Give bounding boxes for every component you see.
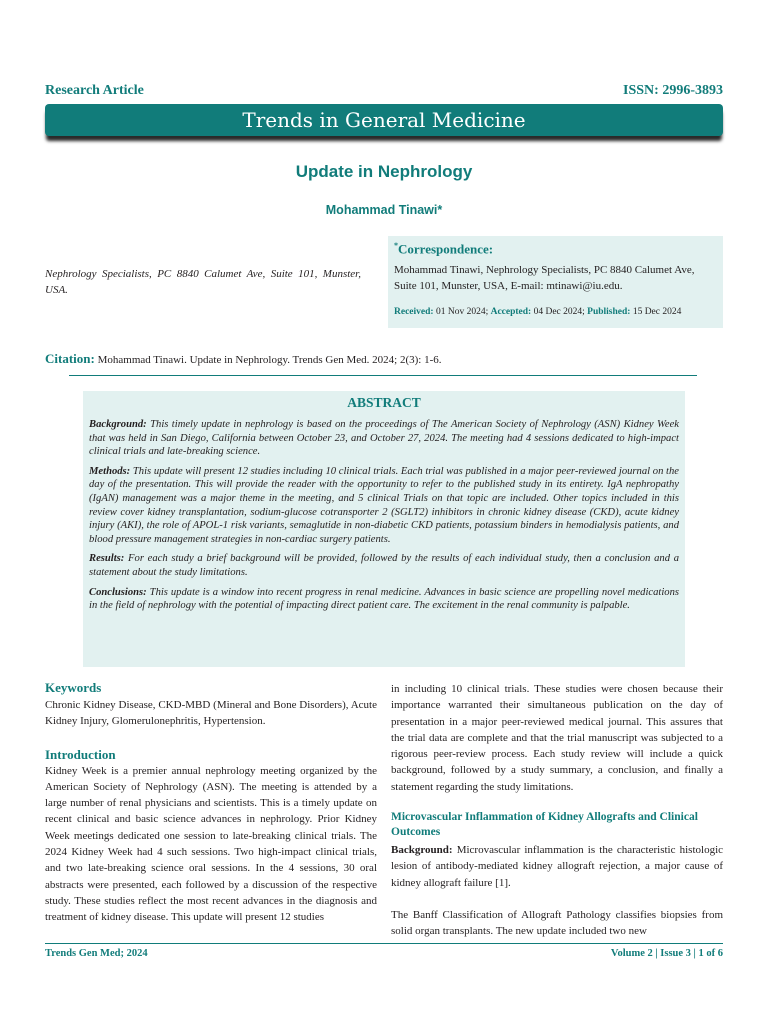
banff-paragraph: The Banff Classification of Allograft Pathology classifies biopsies from solid organ transplants. The new update included two new: [391, 908, 723, 938]
abstract-methods: Methods: This update will present 12 studies including 10 clinical trials. Each trial was published in a major peer-reviewed journal on the day of the presentation. This will provide the reader with the opportunity to refer to the published study in its entirety. IgA nephropathy (IgAN) management was a major theme in the meeting, and 5 clinical Trials on that topic are included. Other topics included in this review cover kidney transplantation, sodium-glucose cotransporter 2 (SGLT2) inhibitors in chronic kidney disease (CKD), acute kidney injury (AKI), the role of APOL-1 risk variants, semaglutide in non-diabetic CKD patients, potassium binders in hemodialysis patients, and blood pressure management strategies in non-cardiac surgery patients.: [89, 465, 679, 545]
keywords-heading: Keywords: [45, 680, 102, 695]
introduction-heading: Introduction: [45, 746, 116, 762]
citation-label: Citation:: [45, 351, 95, 366]
correspondence-box: [388, 236, 723, 328]
citation-text: Mohammad Tinawi. Update in Nephrology. Trends Gen Med. 2024; 2(3): 1-6.: [97, 354, 442, 366]
top-header-row: [45, 83, 723, 101]
abstract-background: Background: This timely update in nephrology is based on the proceedings of The American Society of Nephrology (ASN) Kidney Week that was held in San Diego, California between October 23, and October 27, 2024. The meeting had 4 sessions dedicated to high-impact clinical trials and late-breaking science.: [89, 419, 679, 458]
citation-line: [45, 351, 442, 367]
article-type-label: Research Article: [45, 83, 144, 98]
abstract-results: Results: For each study a brief background will be provided, followed by the results of each individual study, then a conclusion and a statement about the study limitations.: [89, 553, 679, 578]
article-title: Update in Nephrology: [295, 162, 473, 181]
right-column: [391, 681, 723, 940]
microvascular-heading: Microvascular Inflammation of Kidney Allografts and Clinical Outcomes: [391, 811, 698, 839]
abstract-box: [83, 391, 685, 667]
journal-banner: [45, 104, 723, 136]
article-dates: Received: 01 Nov 2024; Accepted: 04 Dec 2024; Published: 15 Dec 2024: [394, 307, 682, 317]
footer-journal: Trends Gen Med; 2024: [45, 948, 148, 959]
footer-page-info: Volume 2 | Issue 3 | 1 of 6: [610, 948, 723, 959]
abstract-body: [89, 418, 679, 619]
introduction-text: Kidney Week is a premier annual nephrology meeting organized by the American Society of Nephrology (ASN). The meeting is attended by a large number of renal physicians and scientists. This is a timely update on recent clinical and basic science advances in nephrology. Prior Kidney Week meetings dedicated one session to late-breaking clinical trials. The 2024 Kidney Week had 4 such sessions. Two high-impact clinical trials, and two late-breaking science oral sessions. In the 4 sessions, 30 oral abstracts were presented, each followed by a discussion of the respective study. These studies reflect the most recent advances in the diagnosis and treatment of kidney disease. This update will present 12 studies: [45, 764, 377, 924]
author-affiliation: Nephrology Specialists, PC 8840 Calumet Ave, Suite 101, Munster, USA.: [45, 268, 361, 296]
left-column: [45, 680, 377, 926]
keywords-text: Chronic Kidney Disease, CKD-MBD (Mineral and Bone Disorders), Acute Kidney Injury, Glomerulonephritis, Hypertension.: [45, 699, 377, 728]
microvascular-background: Background: Microvascular inflammation is the characteristic histologic lesion of antibody-mediated kidney allograft rejection, a major cause of kidney allograft failure [1].: [391, 844, 724, 889]
correspondence-heading: *Correspondence:: [394, 241, 494, 257]
abstract-heading: ABSTRACT: [347, 395, 421, 410]
journal-name: Trends in General Medicine: [242, 108, 526, 132]
abstract-conclusions: Conclusions: This update is a window into recent progress in renal medicine. Advances in basic science are propelling novel medications in the field of nephrology with the potential of impacting direct patient care. The excitement in the renal community is palpable.: [89, 586, 679, 612]
article-author: Mohammad Tinawi*: [325, 203, 443, 217]
citation-divider: [69, 375, 697, 376]
introduction-continued: in including 10 clinical trials. These studies were chosen because their importance warranted their simultaneous publication on the day of presentation in a major peer-reviewed medical journal. This assures that the trial data are complete and that the trial manuscript was subjected to a rigorous peer-review process. Each study review will include a quick background, followed by a study summary, a conclusion, and finally a statement regarding the study limitations.: [391, 683, 723, 793]
correspondence-text: Mohammad Tinawi, Nephrology Specialists, PC 8840 Calumet Ave, Suite 101, Munster, USA, E-mail: mtinawi@iu.edu.: [394, 264, 695, 292]
issn-label: ISSN: 2996-3893: [623, 83, 723, 98]
footer-divider: [45, 943, 723, 944]
